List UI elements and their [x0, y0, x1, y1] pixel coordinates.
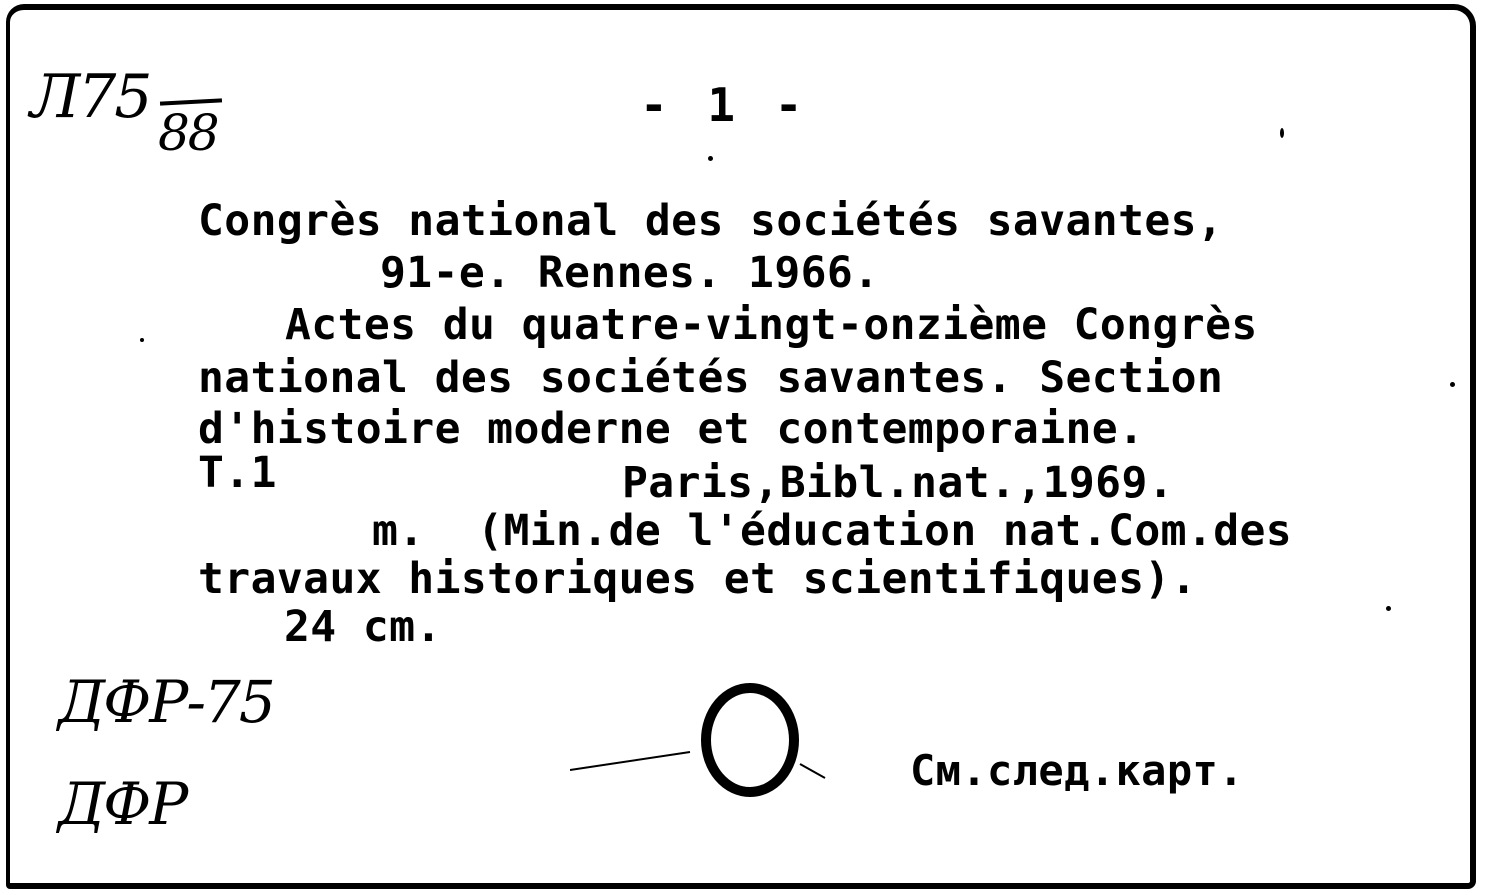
shelfmark-main: Л75	[30, 62, 151, 132]
speck	[1280, 128, 1284, 138]
heading-line-2: 91-e. Rennes. 1966.	[380, 248, 880, 298]
series-line-2: travaux historiques et scientifiques).	[198, 554, 1197, 604]
speck	[1386, 606, 1391, 611]
code-2: ДФР	[58, 770, 187, 838]
volume: T.1	[198, 448, 277, 498]
code-1: ДФР-75	[58, 668, 274, 736]
speck	[140, 338, 144, 342]
title-line-3: d'histoire moderne et contemporaine.	[198, 404, 1145, 454]
page-marker: - 1 -	[640, 78, 809, 132]
title-line-2: national des sociétés savantes. Section	[198, 353, 1224, 403]
size: 24 cm.	[284, 602, 442, 652]
continuation-note: См.след.карт.	[910, 746, 1244, 795]
imprint: Paris,Bibl.nat.,1969.	[622, 458, 1175, 508]
heading-line-1: Congrès national des sociétés savantes,	[198, 196, 1224, 246]
series-line-1: m. (Min.de l'éducation nat.Com.des	[372, 506, 1293, 556]
title-line-1: Actes du quatre-vingt-onzième Congrès	[285, 300, 1258, 350]
speck	[708, 156, 713, 161]
punch-hole	[570, 680, 840, 810]
speck	[1450, 382, 1455, 387]
shelfmark-sub: 88	[158, 104, 218, 162]
